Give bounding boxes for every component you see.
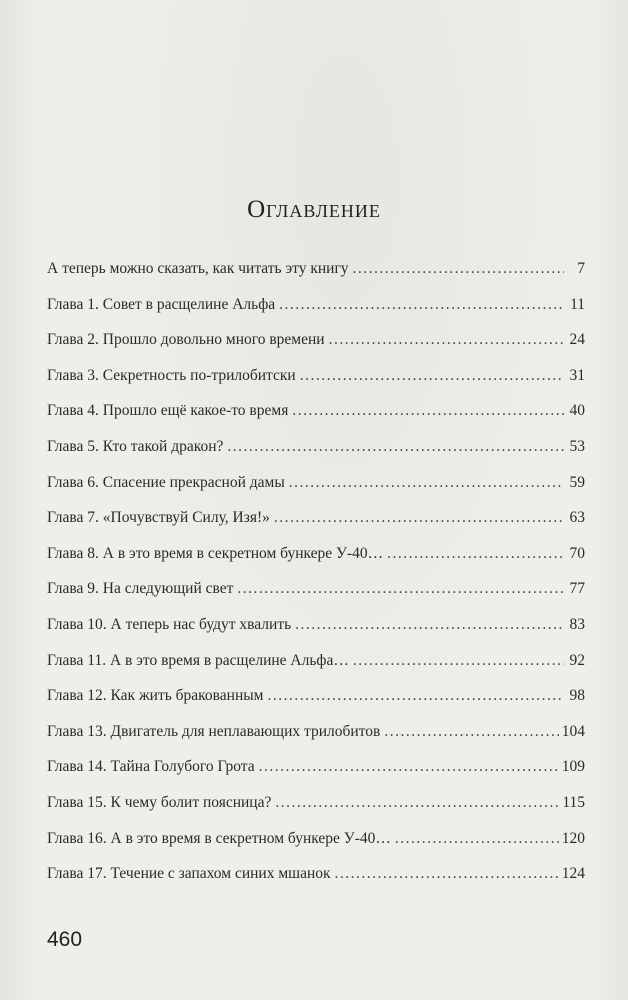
toc-entry-title: Глава 14. Тайна Голубого Грота <box>47 758 255 776</box>
table-of-contents <box>47 255 585 896</box>
toc-entry-page: 115 <box>562 793 585 811</box>
toc-leader-dots <box>259 755 559 779</box>
toc-leader-dots <box>395 827 559 851</box>
toc-entry <box>47 575 585 611</box>
toc-entry-title: Глава 15. К чему болит поясница? <box>47 793 272 811</box>
toc-leader-dots <box>279 293 564 317</box>
toc-entry-title: Глава 13. Двигатель для неплавающих трилобитов <box>47 722 381 740</box>
toc-leader-dots <box>292 399 564 423</box>
toc-entry-title: Глава 2. Прошло довольно много времени <box>47 331 325 349</box>
toc-entry-page: 11 <box>570 295 585 313</box>
toc-leader-dots <box>274 506 564 530</box>
toc-entry <box>47 860 585 896</box>
toc-entry-title: Глава 17. Течение с запахом синих мшанок <box>47 865 331 883</box>
toc-entry-title: Глава 12. Как жить бракованным <box>47 687 264 705</box>
toc-entry <box>47 504 585 540</box>
toc-entry-page: 98 <box>569 687 585 705</box>
toc-leader-dots <box>227 435 564 459</box>
toc-leader-dots <box>353 257 564 281</box>
toc-entry-page: 124 <box>561 865 585 883</box>
toc-entry-title: Глава 3. Секретность по-трилобитски <box>47 366 296 384</box>
toc-entry-page: 24 <box>569 331 585 349</box>
toc-entry-title: Глава 6. Спасение прекрасной дамы <box>47 473 285 491</box>
page-title: Оглавление <box>247 196 381 223</box>
toc-entry-page: 40 <box>569 402 585 420</box>
toc-leader-dots <box>300 364 564 388</box>
toc-entry-title: Глава 11. А в это время в расщелине Альфа… <box>47 651 349 669</box>
toc-entry <box>47 362 585 398</box>
toc-leader-dots <box>275 791 559 815</box>
toc-entry-page: 70 <box>569 544 585 562</box>
toc-entry-page: 53 <box>569 437 585 455</box>
toc-leader-dots <box>295 613 564 637</box>
toc-entry-title: Глава 7. «Почувствуй Силу, Изя!» <box>47 509 270 527</box>
toc-leader-dots <box>289 471 564 495</box>
toc-entry-title: Глава 1. Совет в расщелине Альфа <box>47 295 276 313</box>
toc-entry-title: Глава 16. А в это время в секретном бункере У-40… <box>47 829 391 847</box>
toc-entry <box>47 255 585 291</box>
toc-entry <box>47 753 585 789</box>
toc-leader-dots <box>335 862 559 886</box>
toc-leader-dots <box>353 649 564 673</box>
toc-entry <box>47 647 585 683</box>
toc-entry-page: 109 <box>561 758 585 776</box>
toc-entry-title: Глава 4. Прошло ещё какое-то время <box>47 402 289 420</box>
toc-entry-title: Глава 9. На следующий свет <box>47 580 234 598</box>
toc-entry <box>47 397 585 433</box>
toc-entry-title: А теперь можно сказать, как читать эту книгу <box>47 260 349 277</box>
toc-entry-title: Глава 10. А теперь нас будут хвалить <box>47 615 292 633</box>
toc-entry <box>47 611 585 647</box>
toc-entry-page: 120 <box>561 829 585 847</box>
toc-leader-dots <box>329 328 564 352</box>
toc-entry-page: 7 <box>577 260 585 277</box>
toc-entry <box>47 789 585 825</box>
toc-entry <box>47 469 585 505</box>
toc-entry-page: 77 <box>569 580 585 598</box>
page-number: 460 <box>47 928 83 951</box>
toc-entry <box>47 718 585 754</box>
toc-entry-page: 83 <box>569 615 585 633</box>
toc-entry-title: Глава 8. А в это время в секретном бункере У-40… <box>47 544 384 562</box>
toc-entry-page: 104 <box>561 722 585 740</box>
toc-leader-dots <box>387 542 564 566</box>
toc-entry-page: 59 <box>569 473 585 491</box>
toc-leader-dots <box>384 720 558 744</box>
toc-entry-page: 31 <box>569 366 585 384</box>
toc-entry <box>47 326 585 362</box>
toc-entry <box>47 291 585 327</box>
toc-entry-title: Глава 5. Кто такой дракон? <box>47 437 224 455</box>
toc-entry <box>47 540 585 576</box>
toc-entry <box>47 825 585 861</box>
toc-entry-page: 63 <box>569 509 585 527</box>
toc-leader-dots <box>268 684 565 708</box>
toc-entry-page: 92 <box>569 651 585 669</box>
toc-entry <box>47 433 585 469</box>
toc-leader-dots <box>237 577 564 601</box>
toc-entry <box>47 682 585 718</box>
